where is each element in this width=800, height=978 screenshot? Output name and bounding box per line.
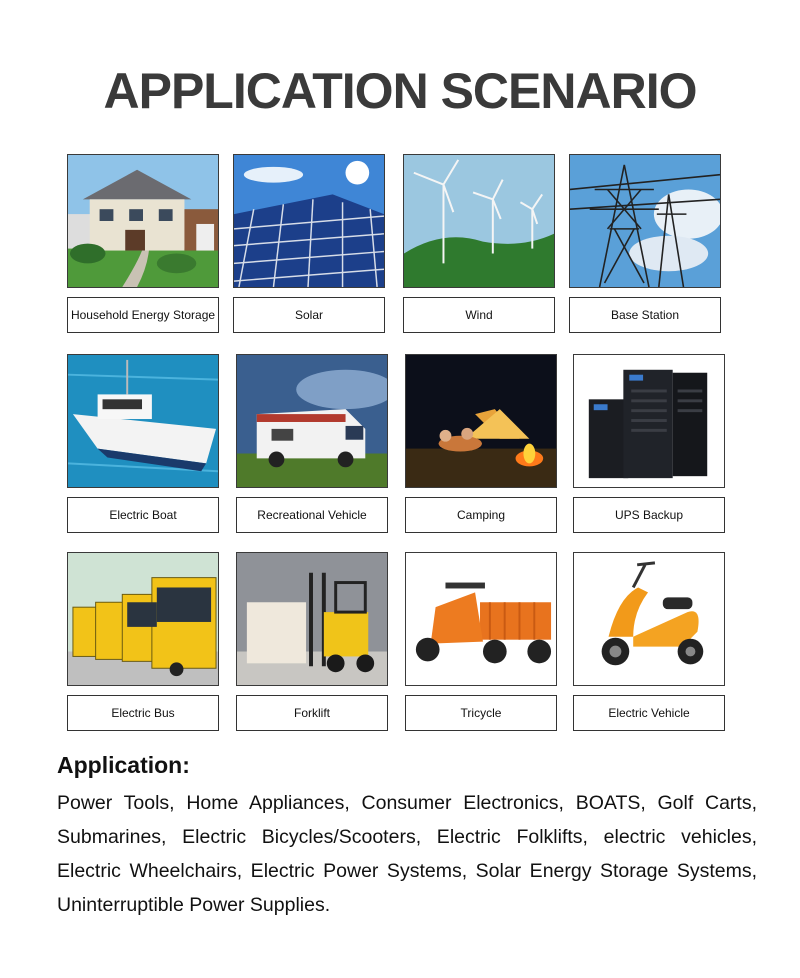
application-heading: Application: xyxy=(57,752,190,778)
scooter-photo xyxy=(573,552,725,686)
house-photo xyxy=(67,154,219,288)
ups-cabinet-photo xyxy=(573,354,725,488)
camping-photo xyxy=(405,354,557,488)
scenario-label: Camping xyxy=(405,497,557,533)
scenario-label: Forklift xyxy=(236,695,388,731)
scenario-label: Tricycle xyxy=(405,695,557,731)
tricycle-photo xyxy=(405,552,557,686)
scenario-label: Solar xyxy=(233,297,385,333)
scenario-label: Base Station xyxy=(569,297,721,333)
bus-photo xyxy=(67,552,219,686)
scenario-label: Household Energy Storage xyxy=(67,297,219,333)
scenario-label: UPS Backup xyxy=(573,497,725,533)
wind-turbine-photo xyxy=(403,154,555,288)
forklift-photo xyxy=(236,552,388,686)
scenario-label: Wind xyxy=(403,297,555,333)
boat-photo xyxy=(67,354,219,488)
scenario-label: Electric Boat xyxy=(67,497,219,533)
scenario-label: Recreational Vehicle xyxy=(236,497,388,533)
scenario-label: Electric Bus xyxy=(67,695,219,731)
page-title: APPLICATION SCENARIO xyxy=(103,63,697,119)
scenario-label: Electric Vehicle xyxy=(573,695,725,731)
power-tower-photo xyxy=(569,154,721,288)
rv-photo xyxy=(236,354,388,488)
solar-panel-photo xyxy=(233,154,385,288)
application-description: Power Tools, Home Appliances, Consumer Electronics, BOATS, Golf Carts, Submarines, Electric Bicycles/Scooters, Electric Folklifts, electric vehicles, Electric Wheelchairs, Electric Power Systems, Solar Energy Storage Systems, Uninterruptible Power Supplies. xyxy=(57,792,757,916)
